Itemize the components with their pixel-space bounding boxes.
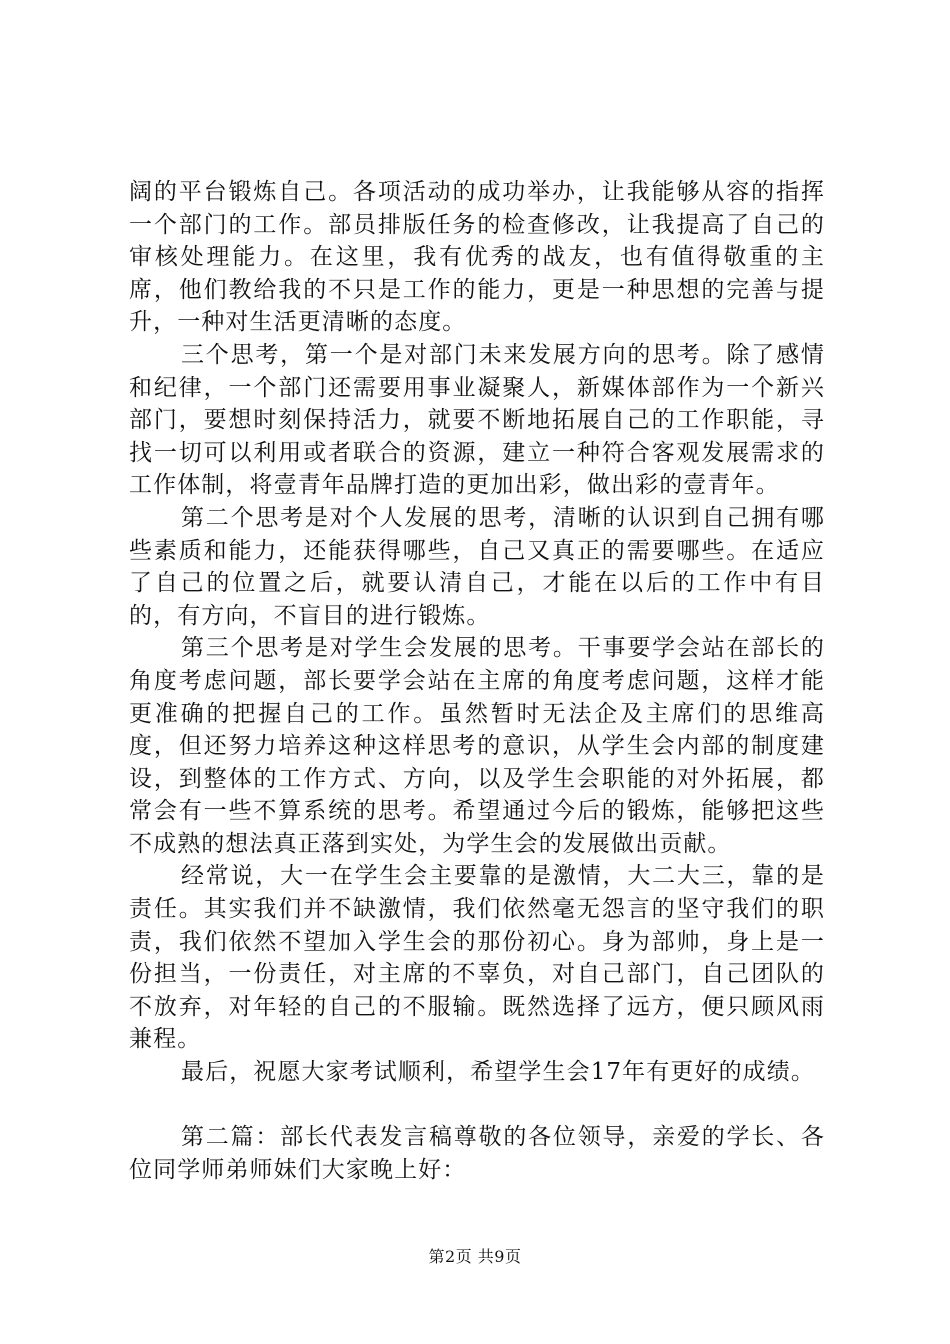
paragraph-closing-wish: 最后，祝愿大家考试顺利，希望学生会17年有更好的成绩。 (181, 1059, 815, 1086)
paragraph-third-thought: 第三个思考是对学生会发展的思考。干事要学会站在部长的角度考虑问题，部长要学会站在主席的角度考虑问题，这样才能更准确的把握自己的工作。虽然暂时无法企及主席们的思维高度，但还努力培养这种这样思考的意识，从学生会内部的制度建设，到整体的工作方式、方向，以及学生会职能的对外拓展，都常会有一些不算系统的思考。希望通过今后的锻炼，能够把这些不成熟的想法真正落到实处，为学生会的发展做出贡献。 (129, 635, 825, 857)
paragraph-first-thought: 三个思考，第一个是对部门未来发展方向的思考。除了感情和纪律，一个部门还需要用事业凝聚人，新媒体部作为一个新兴部门，要想时刻保持活力，就要不断地拓展自己的工作职能，寻找一切可以利用或者联合的资源，建立一种符合客观发展需求的工作体制，将壹青年品牌打造的更加出彩，做出彩的壹青年。 (129, 341, 825, 499)
paragraph-spacer (129, 1089, 825, 1122)
paragraph-second-article-heading: 第二篇：部长代表发言稿尊敬的各位领导，亲爱的学长、各位同学师弟师妹们大家晚上好： (129, 1124, 825, 1183)
document-body (129, 176, 825, 1186)
paragraph-second-thought: 第二个思考是对个人发展的思考，清晰的认识到自己拥有哪些素质和能力，还能获得哪些，自己又真正的需要哪些。在适应了自己的位置之后，就要认清自己，才能在以后的工作中有目的，有方向，不盲目的进行锻炼。 (129, 504, 825, 629)
paragraph-passion-responsibility: 经常说，大一在学生会主要靠的是激情，大二大三，靠的是责任。其实我们并不缺激情，我们依然毫无怨言的坚守我们的职责，我们依然不望加入学生会的那份初心。身为部帅，身上是一份担当，一份责任，对主席的不辜负，对自己部门，自己团队的不放弃，对年轻的自己的不服输。既然选择了远方，便只顾风雨兼程。 (129, 863, 825, 1053)
page-footer: 第2页 共9页 (428, 1247, 522, 1266)
paragraph-continuation: 阔的平台锻炼自己。各项活动的成功举办，让我能够从容的指挥一个部门的工作。部员排版任务的检查修改，让我提高了自己的审核处理能力。在这里，我有优秀的战友，也有值得敬重的主席，他们教给我的不只是工作的能力，更是一种思想的完善与提升，一种对生活更清晰的态度。 (129, 179, 825, 336)
